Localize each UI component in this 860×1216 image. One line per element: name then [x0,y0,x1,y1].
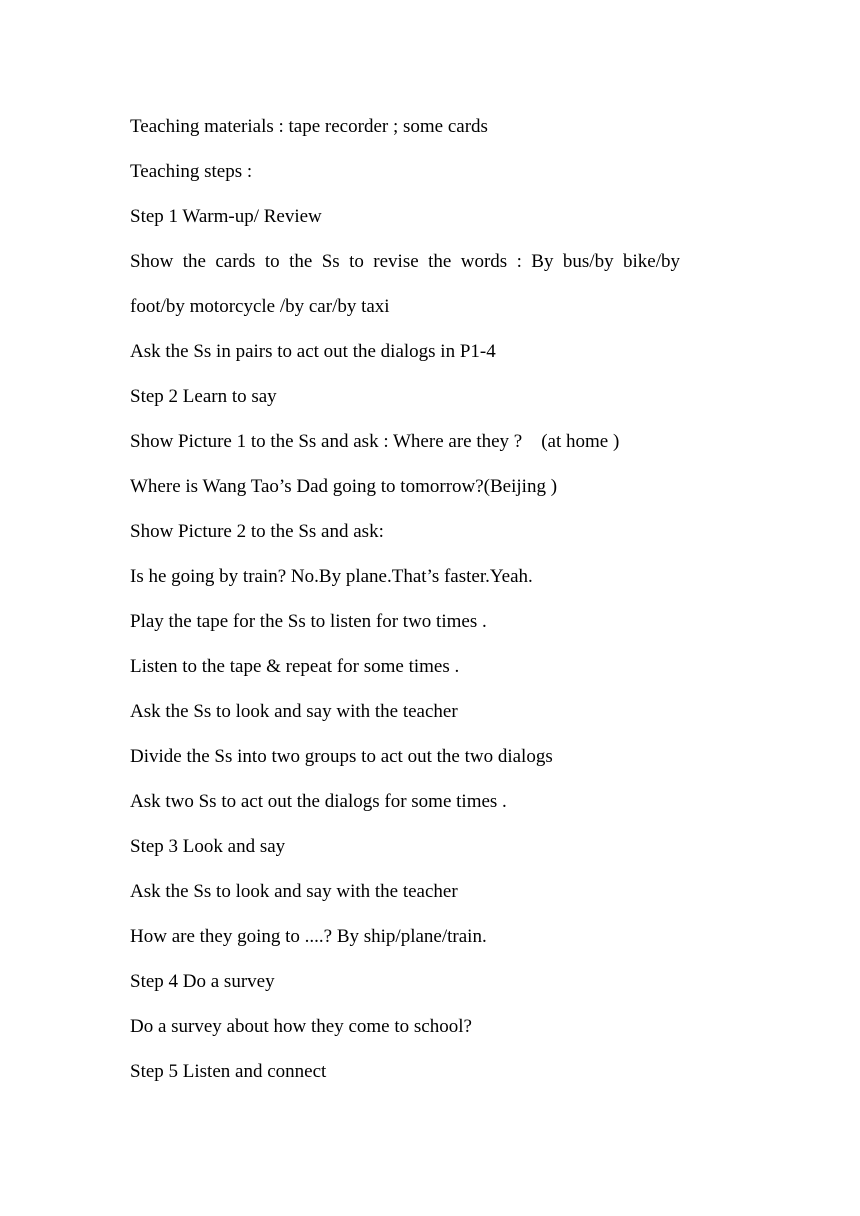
step-1-heading: Step 1 Warm-up/ Review [130,206,322,227]
step-5-heading: Step 5 Listen and connect [130,1061,327,1082]
teaching-steps-heading: Teaching steps : [130,161,253,182]
text-line: How are they going to ....? By ship/plane/train. [130,926,487,947]
text-line: Ask the Ss in pairs to act out the dialogs in P1-4 [130,341,496,362]
text-line: Ask two Ss to act out the dialogs for some times . [130,791,507,812]
step-4-heading: Step 4 Do a survey [130,971,275,992]
step-2-heading: Step 2 Learn to say [130,386,277,407]
document-body [130,113,680,1103]
text-line: Do a survey about how they come to school? [130,1016,472,1037]
step-3-heading: Step 3 Look and say [130,836,286,857]
text-line: Where is Wang Tao’s Dad going to tomorrow?(Beijing ) [130,476,558,497]
text-line: Ask the Ss to look and say with the teacher [130,701,458,722]
text-line: Show the cards to the Ss to revise the words : By bus/by bike/by [130,251,680,272]
text-line: Ask the Ss to look and say with the teacher [130,881,458,902]
text-line: Divide the Ss into two groups to act out the two dialogs [130,746,553,767]
text-line: Listen to the tape & repeat for some times . [130,656,460,677]
text-line: Show Picture 1 to the Ss and ask : Where are they ? (at home ) [130,431,620,452]
text-line: Is he going by train? No.By plane.That’s faster.Yeah. [130,566,533,587]
text-line: foot/by motorcycle /by car/by taxi [130,296,390,317]
text-line: Play the tape for the Ss to listen for two times . [130,611,487,632]
text-line: Show Picture 2 to the Ss and ask: [130,521,384,542]
materials-line: Teaching materials : tape recorder ; some cards [130,116,488,137]
